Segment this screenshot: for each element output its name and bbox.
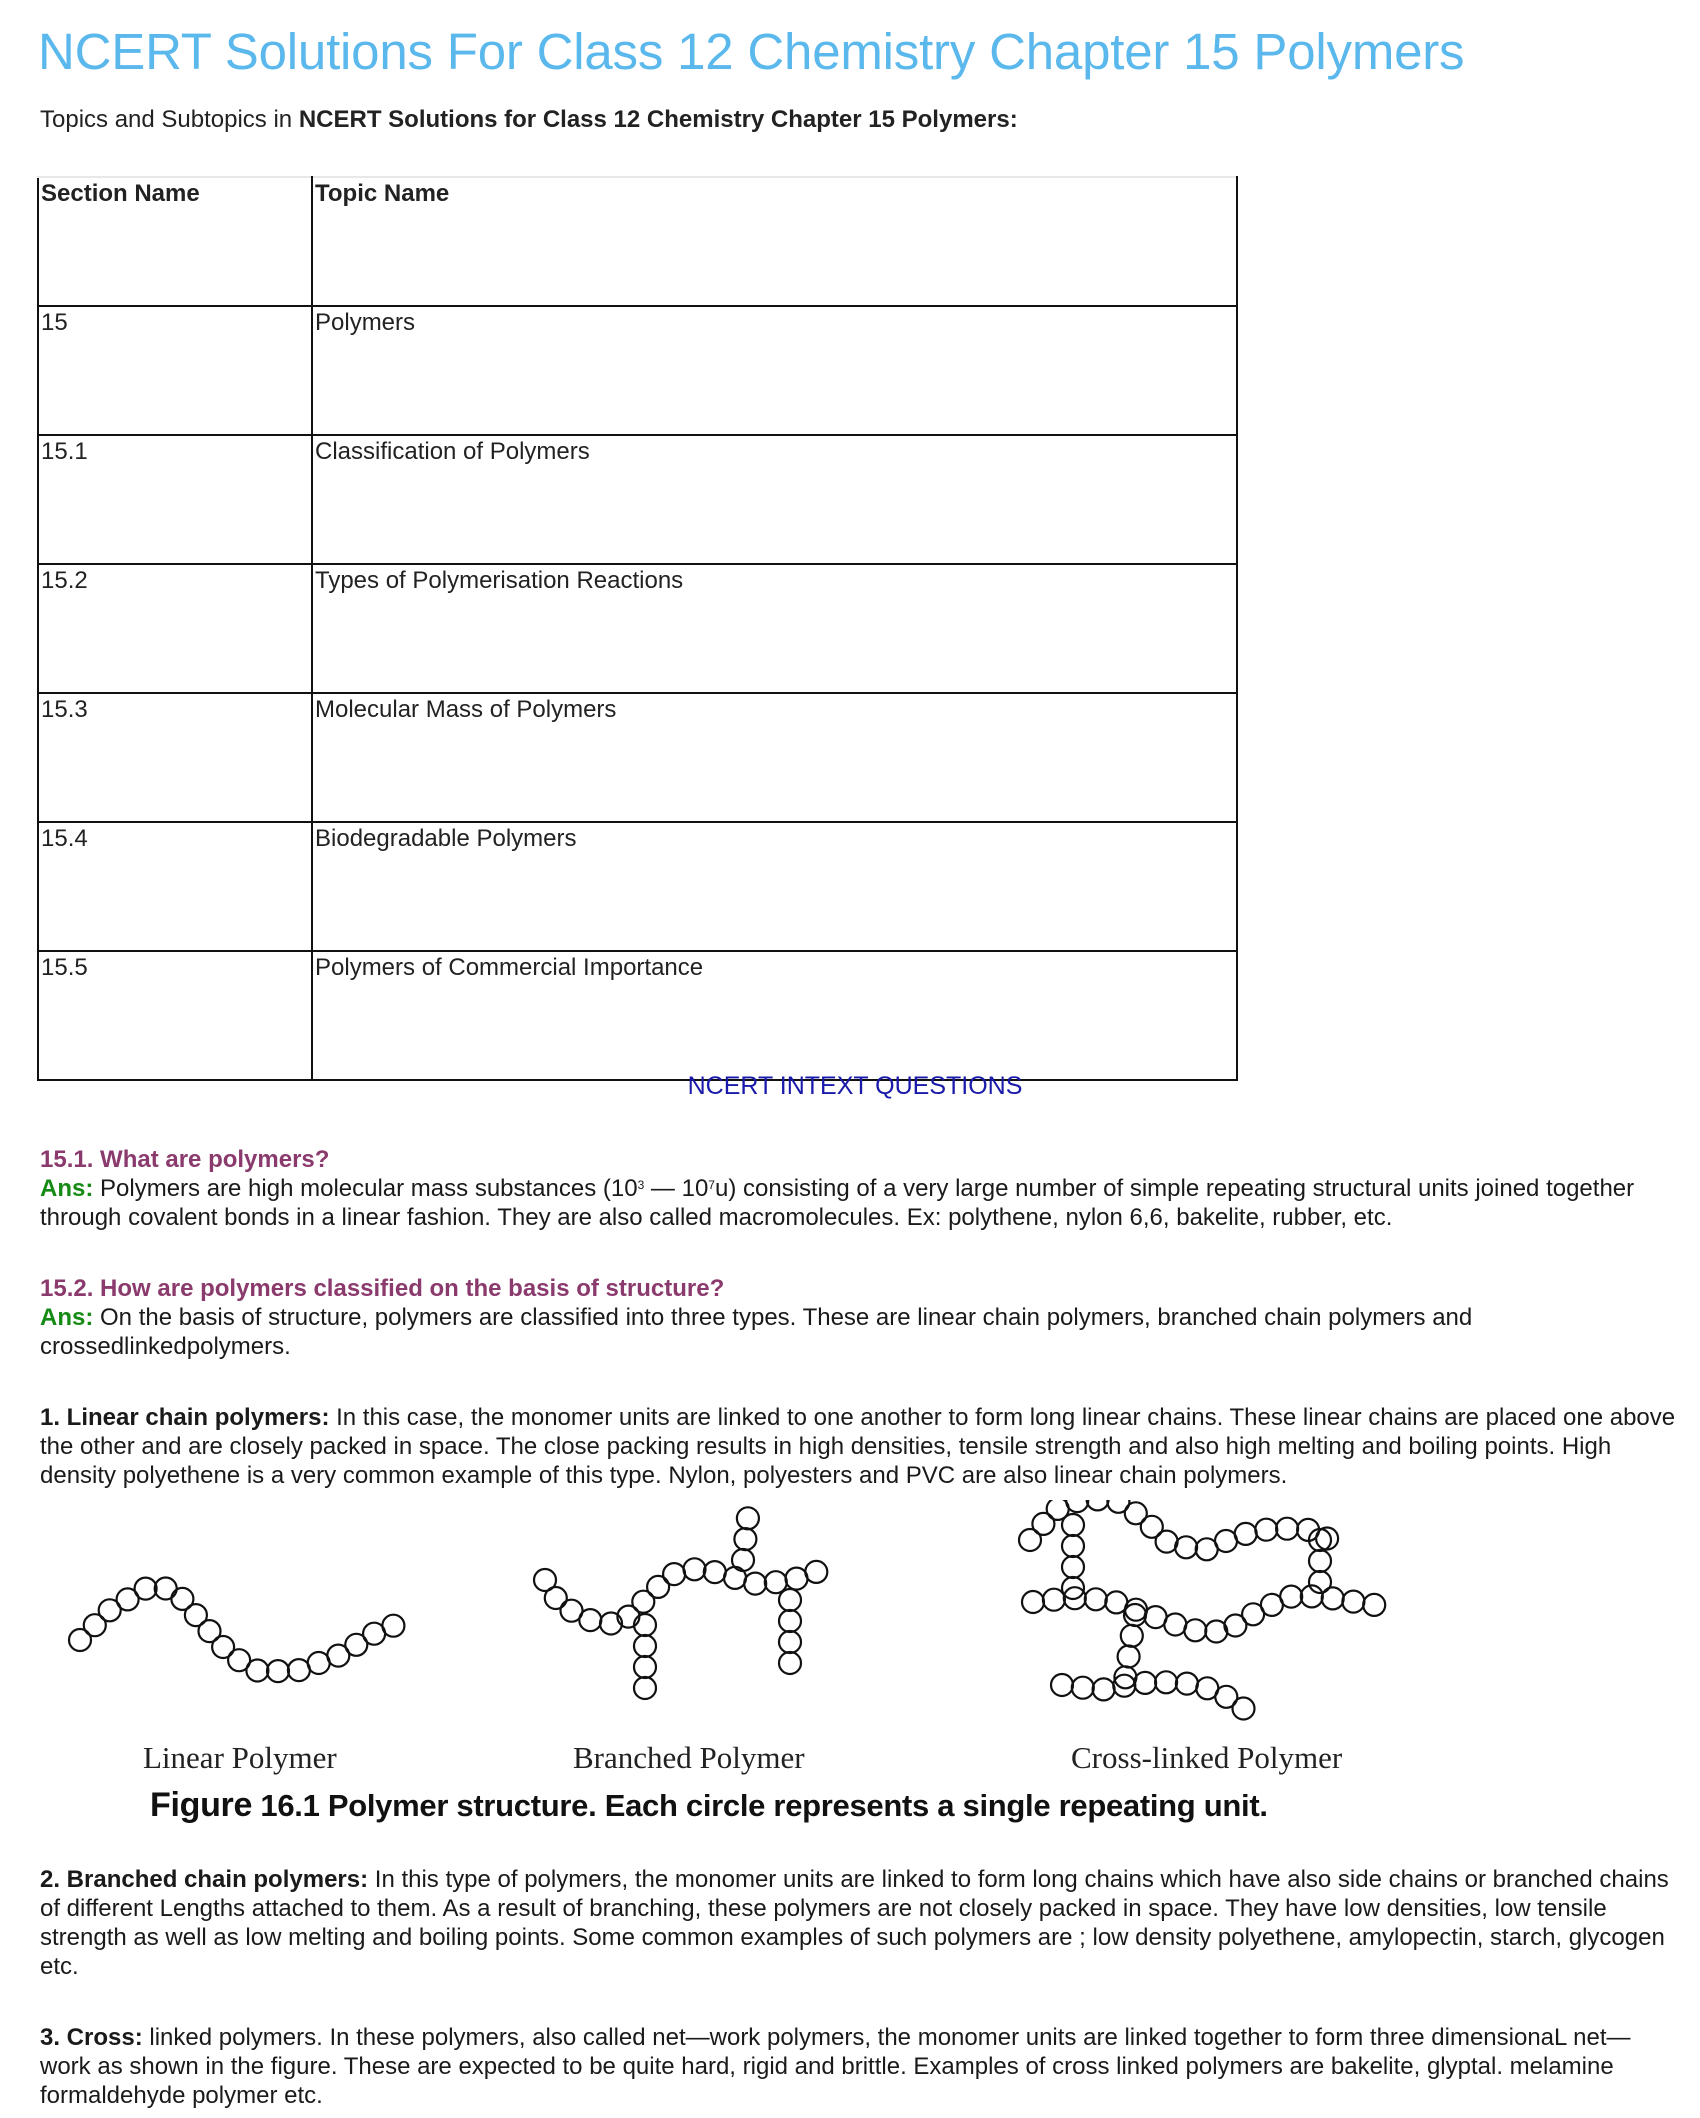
repeating-unit — [1062, 1514, 1084, 1536]
repeating-unit — [1276, 1518, 1298, 1540]
topics-table — [37, 176, 1238, 1081]
repeating-unit — [732, 1549, 754, 1571]
repeating-unit — [1072, 1677, 1094, 1699]
repeating-unit — [779, 1589, 801, 1611]
header-topic-name: Topic Name — [312, 177, 1237, 306]
repeating-unit — [634, 1614, 656, 1636]
section-text: In this type of polymers, the monomer units are linked to form long chains which have also side chains or branched chains of different Lengths attached to them. As a result of branching, these polymers are not closely packed in space. They have low densities, low tensile strength as well as low melting and boiling points. Some common examples of such polymers are ; low density polyethene, amylopectin, starch, glycogen etc. — [40, 1866, 1669, 1980]
answer — [40, 1174, 1680, 1232]
repeating-unit — [647, 1576, 669, 1598]
section-label: 3. Cross: — [40, 2024, 143, 2051]
section-text: linked polymers. In these polymers, also called net—work polymers, the monomer units are linked together to form three dimensionaL net—work as shown in the figure. These are expected to be quite hard, rigid and brittle. Examples of cross linked polymers are bakelite, glyptal. melamine formaldehyde polymer etc. — [40, 2024, 1631, 2109]
repeating-unit — [579, 1609, 601, 1631]
question-heading: 15.1. What are polymers? — [40, 1146, 330, 1173]
repeating-unit — [786, 1568, 808, 1590]
repeating-unit — [1066, 1500, 1088, 1512]
intext-questions-heading: NCERT INTEXT QUESTIONS — [687, 1072, 1023, 1100]
repeating-unit — [1155, 1671, 1177, 1693]
repeating-unit — [779, 1631, 801, 1653]
repeating-unit — [1184, 1619, 1206, 1641]
ans-label: Ans: — [40, 1175, 94, 1202]
table-row — [38, 306, 1237, 435]
repeating-unit — [1085, 1588, 1107, 1610]
topics-intro-prefix: Topics and Subtopics in — [40, 106, 299, 133]
topics-intro-bold: NCERT Solutions for Class 12 Chemistry Chapter 15 Polymers: — [298, 106, 1018, 133]
page-title: NCERT Solutions For Class 12 Chemistry Chapter 15 Polymers — [38, 23, 1465, 80]
branched-polymer-diagram — [534, 1507, 827, 1699]
repeating-unit — [1322, 1587, 1344, 1609]
repeating-unit — [744, 1573, 766, 1595]
cell-section: 15.4 — [38, 822, 312, 951]
repeating-unit — [704, 1561, 726, 1583]
caption-text: 16.1 Polymer structure. Each circle represents a single repeating unit. — [252, 1788, 1268, 1823]
repeating-unit — [246, 1660, 268, 1682]
cross-linked-paragraph — [40, 2023, 1680, 2110]
repeating-unit — [545, 1587, 567, 1609]
cell-section: 15.3 — [38, 693, 312, 822]
repeating-unit — [1062, 1535, 1084, 1557]
linear-polymer-diagram — [69, 1578, 404, 1683]
repeating-unit — [1342, 1591, 1364, 1613]
superscript: 3 — [637, 1178, 645, 1192]
repeating-unit — [1121, 1625, 1143, 1647]
repeating-unit — [1093, 1678, 1115, 1700]
repeating-unit — [1134, 1672, 1156, 1694]
repeating-unit — [634, 1635, 656, 1657]
repeating-unit — [1022, 1591, 1044, 1613]
answer-text: — 10 — [644, 1175, 709, 1202]
repeating-unit — [155, 1578, 177, 1600]
repeating-unit — [684, 1558, 706, 1580]
cell-topic: Types of Polymerisation Reactions — [312, 564, 1237, 693]
repeating-unit — [1164, 1614, 1186, 1636]
table-row — [38, 822, 1237, 951]
repeating-unit — [288, 1659, 310, 1681]
linear-chain-paragraph — [40, 1403, 1680, 1490]
repeating-unit — [1363, 1594, 1385, 1616]
repeating-unit — [267, 1660, 289, 1682]
cell-topic: Classification of Polymers — [312, 435, 1237, 564]
repeating-unit — [1043, 1589, 1065, 1611]
answer-text: Polymers are high molecular mass substances (10 — [93, 1175, 638, 1202]
repeating-unit — [1118, 1646, 1140, 1668]
repeating-unit — [734, 1528, 756, 1550]
repeating-unit — [737, 1507, 759, 1529]
cell-section: 15.2 — [38, 564, 312, 693]
question-15-2 — [40, 1274, 1680, 1361]
cross-linked-polymer-diagram — [1019, 1500, 1385, 1720]
table-row — [38, 564, 1237, 693]
repeating-unit — [779, 1610, 801, 1632]
repeating-unit — [634, 1656, 656, 1678]
repeating-unit — [1309, 1550, 1331, 1572]
repeating-unit — [663, 1563, 685, 1585]
repeating-unit — [382, 1615, 404, 1637]
question-heading: 15.2. How are polymers classified on the basis of structure? — [40, 1275, 725, 1302]
table-row — [38, 951, 1237, 1080]
repeating-unit — [779, 1652, 801, 1674]
label-linear-polymer: Linear Polymer — [143, 1740, 337, 1775]
repeating-unit — [1032, 1513, 1054, 1535]
ans-label: Ans: — [40, 1304, 94, 1331]
topics-intro — [40, 106, 1018, 134]
cell-topic: Molecular Mass of Polymers — [312, 693, 1237, 822]
repeating-unit — [634, 1677, 656, 1699]
label-branched-polymer: Branched Polymer — [573, 1740, 805, 1775]
header-section-name: Section Name — [38, 177, 312, 306]
branched-chain-paragraph — [40, 1865, 1680, 1981]
label-cross-linked-polymer: Cross-linked Polymer — [1071, 1740, 1343, 1775]
figure-caption — [150, 1786, 1268, 1825]
cell-section: 15.5 — [38, 951, 312, 1080]
table-row — [38, 693, 1237, 822]
cell-topic: Polymers — [312, 306, 1237, 435]
cell-topic: Polymers of Commercial Importance — [312, 951, 1237, 1080]
answer-text: u) consisting of a very large number of simple repeating structural units joined together through covalent bonds in a linear fashion. They are also called macromolecules. Ex: polythene, nylon 6,6, bakelite, rubber, etc. — [40, 1175, 1635, 1231]
superscript: 7 — [708, 1178, 715, 1192]
repeating-unit — [1062, 1556, 1084, 1578]
caption-figure-word: Figure — [150, 1786, 253, 1824]
cell-section: 15.1 — [38, 435, 312, 564]
section-text: In this case, the monomer units are linked to one another to form long linear chains. These linear chains are placed one above the other and are closely packed in space. The close packing results in high densities, tensile strength and also high melting and boiling points. High density polyethene is a very common example of this type. Nylon, polyesters and PVC are also linear chain polymers. — [40, 1404, 1676, 1489]
answer-text: On the basis of structure, polymers are classified into three types. These are linear chain polymers, branched chain polymers and crossedlinkedpolymers. — [40, 1304, 1473, 1360]
repeating-unit — [1087, 1500, 1109, 1510]
section-label: 2. Branched chain polymers: — [40, 1866, 369, 1893]
repeating-unit — [135, 1578, 157, 1600]
repeating-unit — [1280, 1586, 1302, 1608]
repeating-unit — [1235, 1523, 1257, 1545]
repeating-unit — [805, 1561, 827, 1583]
table-row — [38, 435, 1237, 564]
cell-topic: Biodegradable Polymers — [312, 822, 1237, 951]
cell-section: 15 — [38, 306, 312, 435]
table-header-row — [38, 177, 1237, 306]
repeating-unit — [1051, 1674, 1073, 1696]
repeating-unit — [1175, 1536, 1197, 1558]
repeating-unit — [1233, 1698, 1255, 1720]
question-15-1 — [40, 1145, 1680, 1232]
repeating-unit — [1176, 1673, 1198, 1695]
answer — [40, 1303, 1680, 1361]
repeating-unit — [1255, 1519, 1277, 1541]
section-label: 1. Linear chain polymers: — [40, 1404, 330, 1431]
